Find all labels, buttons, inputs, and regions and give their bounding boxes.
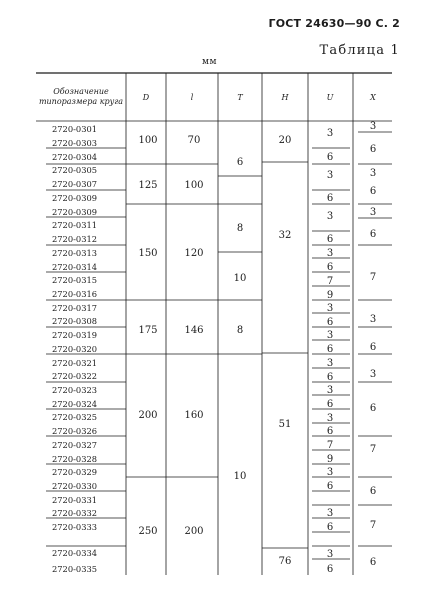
U-cell: 3 — [326, 508, 334, 519]
X-cell: 6 — [369, 186, 377, 197]
designation-cell: 2720-0305 — [52, 165, 98, 175]
col-header-U: U — [326, 93, 334, 102]
X-column — [370, 121, 376, 568]
U-cell: 6 — [326, 522, 334, 533]
X-cell: 3 — [369, 207, 377, 218]
designation-cell: 2720-0317 — [52, 303, 98, 313]
U-cell: 3 — [326, 303, 334, 314]
designation-cell: 2720-0311 — [52, 220, 98, 230]
T-cell: 8 — [236, 325, 244, 336]
X-cell: 6 — [369, 486, 377, 497]
U-cell: 6 — [326, 564, 334, 575]
U-cell: 9 — [326, 454, 334, 465]
U-cell: 7 — [326, 276, 334, 287]
designation-cell: 2720-0316 — [52, 289, 98, 299]
X-cell: 7 — [369, 444, 377, 455]
U-cell: 3 — [326, 248, 334, 259]
U-cell: 9 — [326, 290, 334, 301]
designation-cell: 2720-0321 — [52, 358, 98, 368]
l-cell: 100 — [184, 180, 204, 191]
designation-cell: 2720-0335 — [52, 564, 98, 574]
U-cell: 3 — [326, 330, 334, 341]
designation-cell: 2720-0309 — [52, 207, 98, 217]
X-cell: 3 — [369, 314, 377, 325]
designation-cell: 2720-0324 — [52, 399, 98, 409]
designation-cell: 2720-0313 — [52, 248, 98, 258]
T-cell: 8 — [236, 223, 244, 234]
designation-cell: 2720-0320 — [52, 344, 98, 354]
document-header: ГОСТ 24630—90 С. 2 — [268, 17, 400, 30]
designation-cell: 2720-0309 — [52, 193, 98, 203]
designation-cell: 2720-0333 — [52, 522, 98, 532]
designation-cell: 2720-0322 — [52, 371, 98, 381]
designation-cell: 2720-0330 — [52, 481, 98, 491]
U-cell: 6 — [326, 344, 334, 355]
U-cell: 3 — [326, 211, 334, 222]
designation-header-line-1: Обозначение — [53, 87, 109, 96]
U-cell: 3 — [326, 413, 334, 424]
U-cell: 3 — [326, 467, 334, 478]
H-cell: 51 — [278, 419, 292, 430]
l-cell: 120 — [184, 248, 204, 259]
U-cell: 6 — [326, 426, 334, 437]
designation-cell: 2720-0303 — [52, 138, 98, 148]
X-cell: 6 — [369, 403, 377, 414]
designation-cell: 2720-0327 — [52, 440, 98, 450]
U-cell: 3 — [326, 170, 334, 181]
U-cell: 3 — [326, 549, 334, 560]
X-cell: 6 — [369, 144, 377, 155]
H-cell: 20 — [278, 135, 292, 146]
designation-cell: 2720-0323 — [52, 385, 98, 395]
U-cell: 3 — [326, 128, 334, 139]
X-cell: 3 — [369, 121, 377, 132]
U-cell: 6 — [326, 399, 334, 410]
D-cell: 175 — [138, 325, 158, 336]
D-cell: 200 — [138, 410, 158, 421]
H-column — [279, 135, 292, 567]
X-cell: 7 — [369, 520, 377, 531]
designation-cell: 2720-0308 — [52, 316, 98, 326]
designation-cell: 2720-0319 — [52, 330, 98, 340]
designation-cell: 2720-0314 — [52, 262, 98, 272]
X-cell: 6 — [369, 557, 377, 568]
table-caption: Таблица 1 — [319, 43, 400, 58]
H-cell: 76 — [278, 556, 292, 567]
col-header-T: T — [237, 93, 243, 102]
U-cell: 3 — [326, 385, 334, 396]
U-cell: 7 — [326, 440, 334, 451]
l-cell: 200 — [184, 526, 204, 537]
units-label: мм — [202, 57, 218, 67]
designation-cell: 2720-0334 — [52, 548, 98, 558]
U-cell: 6 — [326, 262, 334, 273]
U-cell: 6 — [326, 481, 334, 492]
D-cell: 250 — [138, 526, 158, 537]
designation-cell: 2720-0315 — [52, 275, 98, 285]
designation-cell: 2720-0301 — [52, 124, 98, 134]
D-cell: 100 — [138, 135, 158, 146]
X-cell: 6 — [369, 342, 377, 353]
X-cell: 3 — [369, 369, 377, 380]
T-cell: 10 — [233, 273, 247, 284]
col-header-H: H — [281, 93, 289, 102]
U-cell: 6 — [326, 317, 334, 328]
T-cell: 10 — [233, 471, 247, 482]
designation-cell: 2720-0326 — [52, 426, 98, 436]
U-cell: 6 — [326, 234, 334, 245]
X-cell: 3 — [369, 168, 377, 179]
l-cell: 146 — [184, 325, 204, 336]
l-cell: 160 — [184, 410, 204, 421]
T-cell: 6 — [236, 157, 244, 168]
U-cell: 6 — [326, 193, 334, 204]
T-column — [234, 157, 247, 482]
designation-cell: 2720-0329 — [52, 467, 98, 477]
H-cell: 32 — [278, 230, 292, 241]
U-cell: 6 — [326, 152, 334, 163]
designation-cell: 2720-0325 — [52, 412, 98, 422]
designation-cell: 2720-0304 — [52, 152, 98, 162]
designation-cell: 2720-0328 — [52, 454, 98, 464]
designation-cell: 2720-0312 — [52, 234, 98, 244]
l-cell: 70 — [187, 135, 201, 146]
col-header-l: l — [190, 93, 194, 102]
X-cell: 7 — [369, 272, 377, 283]
U-column — [327, 128, 333, 575]
U-cell: 3 — [326, 358, 334, 369]
col-header-D: D — [142, 93, 150, 102]
designation-cell: 2720-0331 — [52, 495, 98, 505]
U-cell: 6 — [326, 372, 334, 383]
designation-cell: 2720-0332 — [52, 508, 98, 518]
designation-column — [52, 124, 97, 574]
D-cell: 150 — [138, 248, 158, 259]
D-cell: 125 — [138, 180, 158, 191]
X-cell: 6 — [369, 229, 377, 240]
col-header-X: X — [370, 93, 376, 102]
designation-cell: 2720-0307 — [52, 179, 98, 189]
designation-header-line-2: типоразмера круга — [38, 97, 124, 106]
